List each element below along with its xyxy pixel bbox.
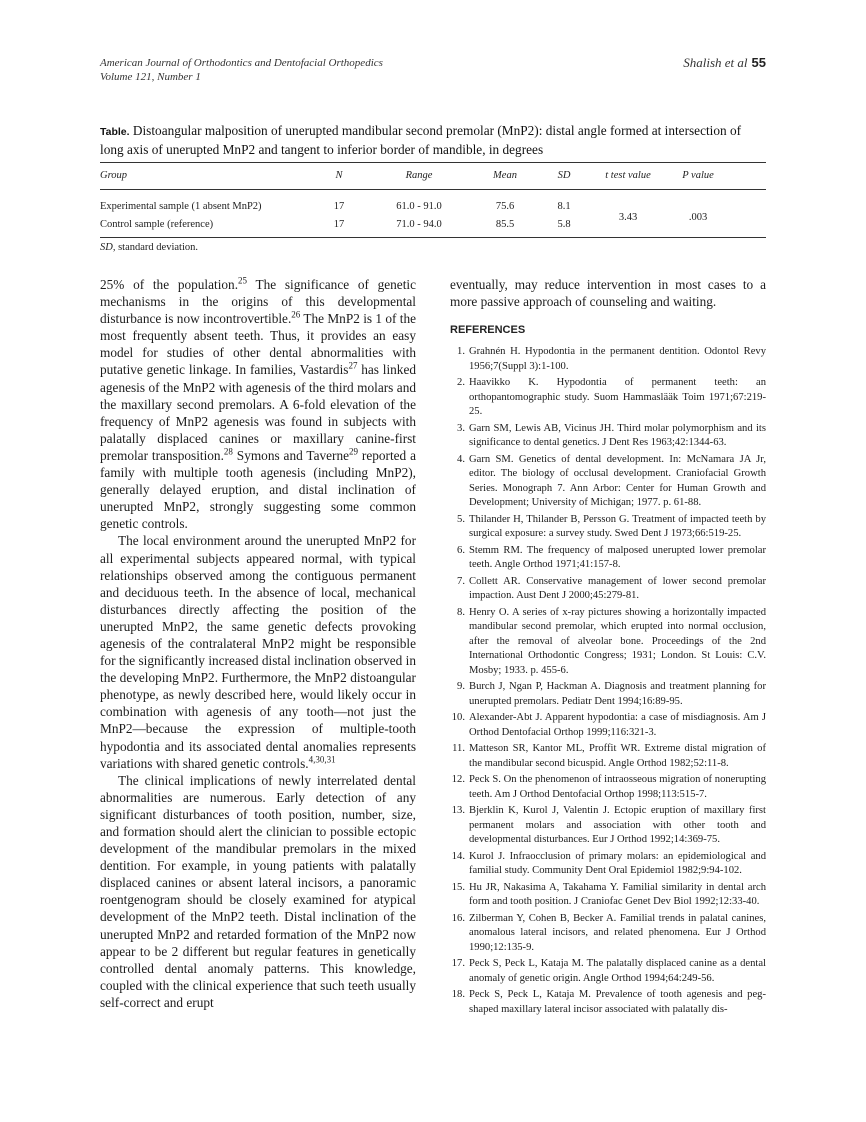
cell-group: Control sample (reference) bbox=[100, 214, 310, 238]
reference-number: 10. bbox=[451, 712, 465, 724]
col-header-sd: SD bbox=[540, 163, 588, 190]
cell-n: 17 bbox=[333, 200, 345, 212]
reference-text: Peck S, Peck L, Kataja M. Prevalence of tooth agenesis and peg-shaped maxillary lateral incisor associated with palatally dis- bbox=[469, 989, 766, 1015]
reference-number: 15. bbox=[451, 881, 465, 893]
footnote-abbr: SD, bbox=[100, 242, 116, 253]
reference-number: 2. bbox=[457, 377, 465, 389]
footnote-text: standard deviation. bbox=[115, 242, 198, 253]
reference-number: 12. bbox=[451, 774, 465, 786]
reference-item bbox=[450, 881, 766, 910]
reference-number: 17. bbox=[451, 958, 465, 970]
running-authors: Shalish et al bbox=[683, 55, 748, 70]
data-table bbox=[100, 162, 766, 238]
reference-text: Collett AR. Conservative management of lower second premolar impaction. Aust Dent J 2000;45:279-81. bbox=[469, 575, 766, 602]
citation: 28 bbox=[223, 446, 233, 457]
reference-item bbox=[450, 575, 766, 604]
reference-text: Burch J, Ngan P, Hackman A. Diagnosis and treatment planning for unerupted premolars. Pediatr Dent 1994;16:89-95. bbox=[469, 681, 766, 707]
cell-mean: 85.5 bbox=[470, 214, 540, 238]
text-run: has linked agenesis of the MnP2 with agenesis of the third molars and the maxillary second premolars. A 6-fold elevation of the frequency of MnP2 agenesis was found in subjects with palatally displaced canines or maxillary canine-first premolar transposition. bbox=[100, 362, 417, 463]
reference-number: 8. bbox=[457, 606, 465, 618]
reference-text: Peck S, Peck L, Kataja M. The palatally displaced canine as a dental anomaly of genetic origin. Angle Orthod 1994;64:249-56. bbox=[469, 958, 766, 984]
table-row bbox=[100, 190, 766, 215]
table-block bbox=[100, 122, 766, 253]
text-run: reported a family with multiple tooth agenesis (including MnP2), generally delayed eruption, and distal inclination of unerupted MnP2, strongly suggesting some common genetic controls. bbox=[100, 447, 416, 532]
reference-text: Haavikko K. Hypodontia of permanent teeth: an orthopantomographic study. Suom Hammaslääk Toim 1971;67:219-25. bbox=[469, 377, 766, 418]
cell-sd: 5.8 bbox=[540, 214, 588, 238]
reference-number: 3. bbox=[457, 422, 465, 434]
text-run: The local environment around the unerupted MnP2 for all experimental subjects appeared normal, with typical relationships observed among the contiguous permanent and deciduous teeth. In the absence of local, mechanical disturbances directly affecting the position of the unerupted MnP2, the same genetic defects provoking agenesis of the contralateral MnP2 might be responsible for the significantly increased distal inclination observed in the developing MnP2. Furthermore, the MnP2 distoangular phenotype, as newly described here, would likely occur in combination with agenesis of any tooth—not just the MnP2—because the expression of multiple-tooth hypodontia and its associated dental anomalies represents variations with shared genetic controls. bbox=[100, 533, 416, 771]
cell-n: 17 bbox=[310, 214, 368, 238]
reference-number: 18. bbox=[451, 989, 465, 1001]
cell-group: Experimental sample (1 absent MnP2) bbox=[100, 200, 262, 212]
cell-spacer bbox=[728, 190, 766, 238]
reference-number: 6. bbox=[457, 544, 465, 556]
reference-item bbox=[450, 680, 766, 709]
reference-number: 13. bbox=[451, 805, 465, 817]
reference-text: Kurol J. Infraocclusion of primary molars: an epidemiological and familial study. Community Dent Oral Epidemiol 1982;9:94-102. bbox=[469, 850, 766, 877]
reference-item bbox=[450, 773, 766, 802]
reference-text: Alexander-Abt J. Apparent hypodontia: a case of misdiagnosis. Am J Orthod Dentofacial Orthop 1999;116:321-3. bbox=[469, 712, 766, 738]
citation: 27 bbox=[348, 361, 358, 372]
reference-text: Henry O. A series of x-ray pictures showing a horizontally impacted mandibular second premolar, which erupted into normal occlusion, after the removal of alveolar bone. Proceedings of the 2nd International Orthodontic Congress; 1931; London. St Louis: C.V. Mosby; 1933. p. 455-6. bbox=[469, 606, 766, 676]
journal-volume: Volume 121, Number 1 bbox=[100, 71, 201, 83]
reference-text: Bjerklin K, Kurol J, Valentin J. Ectopic eruption of maxillary first permanent molars and association with other tooth and developmental disturbances. Eur J Orthod 1992;14:369-75. bbox=[469, 805, 766, 846]
reference-item bbox=[450, 988, 766, 1017]
reference-number: 14. bbox=[451, 850, 465, 862]
reference-text: Peck S. On the phenomenon of intraosseous migration of nonerupting teeth. Am J Orthod Dentofacial Orthop 1998;113:515-7. bbox=[469, 774, 766, 800]
reference-text: Garn SM, Lewis AB, Vicinus JH. Third molar polymorphism and its significance to dental genetics. J Dent Res 1963;42:1344-63. bbox=[469, 422, 766, 449]
page-number: 55 bbox=[751, 55, 766, 70]
table-caption-text: Distoangular malposition of unerupted mandibular second premolar (MnP2): distal angle formed at intersection of long axis of unerupted MnP2 and tangent to inferior border of mandible, in degrees bbox=[100, 123, 742, 157]
cell-sd: 8.1 bbox=[557, 200, 571, 212]
body-paragraph-3: The clinical implications of newly interrelated dental abnormalities are numerous. Early detection of any significant disturbances of tooth position, number, size, and formation should alert the clinician to possible ectopic development of the mandibular premolars in the mixed dentition. For example, in young patients with palatally displaced canines or absent lateral incisors, a panoramic roentgenogram should be closely examined for atypical development of the MnP2 teeth. Distal inclination of the unerupted MnP2 and retarded formation of the MnP2 now appear to be 2 different but regular features in genetically controlled dental anomaly patterns. This knowledge, coupled with the clinical experience that such teeth usually self-correct and erupt bbox=[100, 772, 416, 1010]
body-paragraph-2 bbox=[100, 532, 416, 771]
reference-number: 5. bbox=[457, 513, 465, 525]
reference-text: Matteson SR, Kantor ML, Proffit WR. Extreme distal migration of the mandibular second bicuspid. Angle Orthod 1982;52:11-8. bbox=[469, 743, 766, 769]
col-header-t-test: t test value bbox=[588, 163, 668, 190]
reference-item bbox=[450, 513, 766, 542]
reference-item bbox=[450, 912, 766, 956]
reference-item bbox=[450, 850, 766, 879]
journal-title: American Journal of Orthodontics and Dentofacial Orthopedics bbox=[100, 57, 383, 69]
reference-item bbox=[450, 957, 766, 986]
body-paragraph-4: eventually, may reduce intervention in most cases to a more passive approach of counseling and waiting. bbox=[450, 277, 766, 310]
reference-number: 1. bbox=[457, 346, 465, 358]
citation: 25 bbox=[238, 275, 248, 286]
text-run: Symons and Taverne bbox=[232, 447, 350, 463]
col-header-group: Group bbox=[100, 163, 310, 190]
reference-item bbox=[450, 742, 766, 771]
col-header-range: Range bbox=[368, 163, 470, 190]
page-author-and-number bbox=[683, 56, 766, 70]
cell-range: 61.0 - 91.0 bbox=[396, 200, 442, 212]
reference-number: 7. bbox=[457, 575, 465, 587]
reference-number: 9. bbox=[457, 681, 465, 693]
table-label: Table. bbox=[100, 126, 130, 138]
cell-mean: 75.6 bbox=[495, 200, 515, 212]
reference-item bbox=[450, 345, 766, 374]
reference-item bbox=[450, 376, 766, 420]
table-footnote bbox=[100, 242, 766, 253]
text-run: The MnP2 is 1 of the most frequently absent teeth. Thus, it provides an easy model for studies of other dental abnormalities with putative genetic linkage. In families, Vastardis bbox=[100, 311, 417, 378]
references-heading: REFERENCES bbox=[450, 324, 526, 337]
table-caption bbox=[100, 122, 766, 158]
cell-t-test-value: 3.43 bbox=[588, 190, 668, 238]
reference-text: Stemm RM. The frequency of malposed unerupted lower premolar teeth. Angle Orthod 1971;41:157-8. bbox=[469, 544, 766, 571]
reference-number: 11. bbox=[452, 743, 465, 755]
text-run: 25% of the population. bbox=[100, 277, 239, 292]
body-paragraph-1 bbox=[100, 276, 416, 532]
citation: 29 bbox=[349, 446, 359, 457]
col-header-spacer bbox=[728, 163, 766, 190]
reference-item bbox=[450, 422, 766, 451]
reference-item bbox=[450, 544, 766, 573]
reference-number: 16. bbox=[451, 912, 465, 924]
table-header-row bbox=[100, 163, 766, 190]
reference-item bbox=[450, 453, 766, 511]
citation: 26 bbox=[291, 309, 301, 320]
reference-item bbox=[450, 606, 766, 679]
citation: 4,30,31 bbox=[308, 754, 336, 765]
reference-text: Thilander H, Thilander B, Persson G. Treatment of impacted teeth by surgical exposure: a survey study. Swed Dent J 1973;66:519-25. bbox=[469, 513, 766, 540]
reference-text: Zilberman Y, Cohen B, Becker A. Familial trends in palatal canines, anomalous lateral incisors, and related phenomena. Eur J Orthod 1990;12:135-9. bbox=[469, 912, 766, 953]
reference-text: Grahnén H. Hypodontia in the permanent dentition. Odontol Revy 1956;7(Suppl 3):1-100. bbox=[469, 346, 766, 372]
right-column bbox=[450, 276, 766, 1019]
left-column bbox=[100, 276, 416, 1011]
reference-number: 4. bbox=[457, 453, 465, 465]
cell-range: 71.0 - 94.0 bbox=[368, 214, 470, 238]
running-head bbox=[100, 56, 766, 84]
reference-item bbox=[450, 711, 766, 740]
references-list bbox=[450, 345, 766, 1017]
text-run: The significance of genetic mechanisms in the origins of this developmental disturbance is now incontrovertible. bbox=[100, 277, 417, 327]
col-header-p-value: P value bbox=[668, 163, 728, 190]
cell-p-value: .003 bbox=[668, 190, 728, 238]
reference-text: Garn SM. Genetics of dental development. In: McNamara JA Jr, editor. The biology of occlusal development. Craniofacial Growth Series. Monograph 7. Ann Arbor: Center for Human Growth and Development; University of Michigan; 1977. p. 61-88. bbox=[469, 453, 766, 509]
reference-text: Hu JR, Nakasima A, Takahama Y. Familial similarity in dental arch form and tooth position. J Craniofac Genet Dev Biol 1992;12:33-40. bbox=[469, 881, 766, 908]
col-header-mean: Mean bbox=[470, 163, 540, 190]
reference-item bbox=[450, 804, 766, 848]
col-header-n: N bbox=[310, 163, 368, 190]
